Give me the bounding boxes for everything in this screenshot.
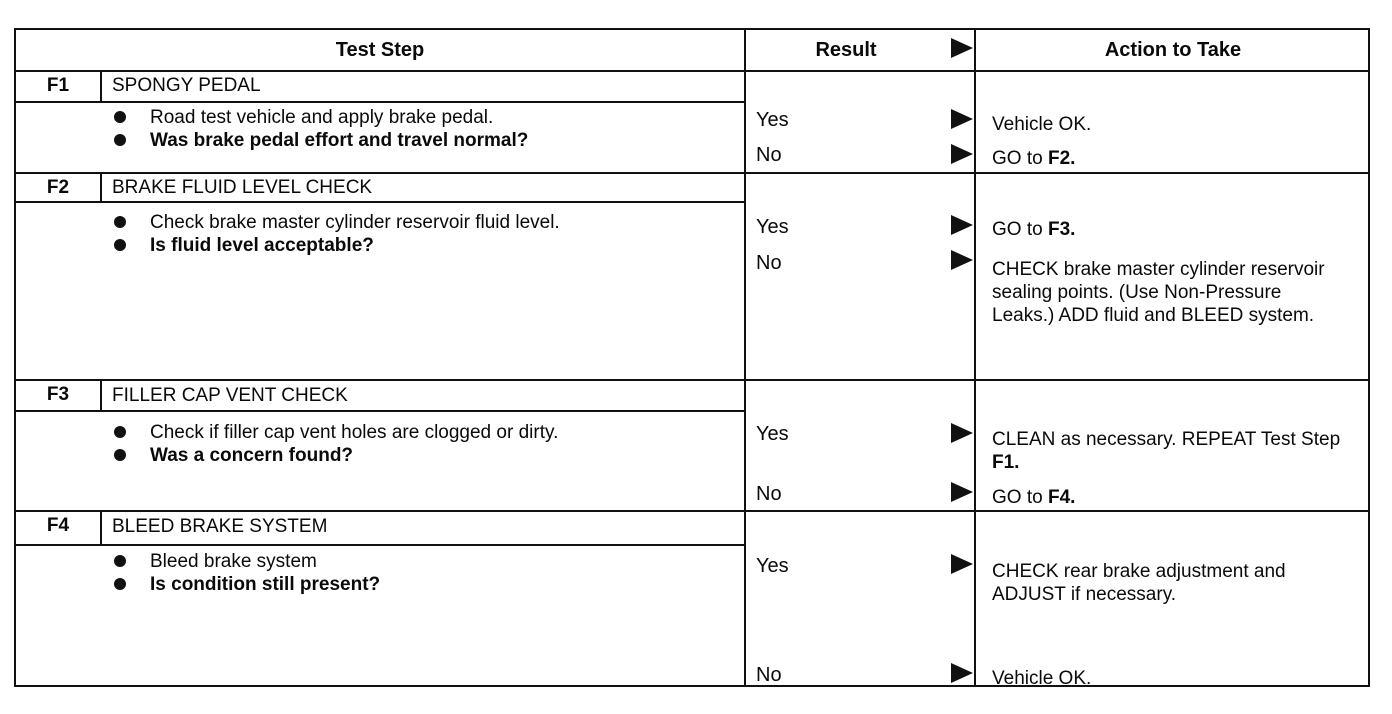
instruction-item: Check if filler cap vent holes are clogged or dirty. xyxy=(108,421,728,444)
bullet-icon xyxy=(114,449,126,461)
id-divider xyxy=(100,70,102,102)
action-text: GO to F4. xyxy=(992,487,1076,508)
result-yes: Yes xyxy=(756,423,789,445)
title-divider xyxy=(16,101,744,103)
arrow-icon xyxy=(951,423,973,443)
id-divider xyxy=(100,174,102,202)
result-yes: Yes xyxy=(756,109,789,131)
arrow-icon xyxy=(951,663,973,683)
bullet-icon xyxy=(114,578,126,590)
action-text: CLEAN as necessary. REPEAT Test Step F1. xyxy=(992,429,1341,473)
bullet-icon xyxy=(114,111,126,123)
question-item: Was brake pedal effort and travel normal? xyxy=(108,129,728,152)
action-text: Vehicle OK. xyxy=(992,668,1092,689)
step-title: BLEED BRAKE SYSTEM xyxy=(112,516,328,537)
arrow-icon xyxy=(951,144,973,164)
column-divider-result xyxy=(744,30,746,685)
question-item: Is condition still present? xyxy=(108,573,728,596)
arrow-icon xyxy=(951,215,973,235)
step-bullets xyxy=(108,106,728,152)
result-no: No xyxy=(756,664,782,686)
header-test-step: Test Step xyxy=(335,38,425,61)
column-divider-action xyxy=(974,30,976,685)
header-arrow-icon xyxy=(951,38,973,58)
arrow-icon xyxy=(951,109,973,129)
result-no: No xyxy=(756,483,782,505)
step-id: F2 xyxy=(46,177,70,198)
bullet-icon xyxy=(114,555,126,567)
step-bullets xyxy=(108,421,728,467)
bullet-icon xyxy=(114,216,126,228)
title-divider xyxy=(16,201,744,203)
result-no: No xyxy=(756,252,782,274)
step-id: F3 xyxy=(46,384,70,405)
bullet-icon xyxy=(114,426,126,438)
question-item: Was a concern found? xyxy=(108,444,728,467)
id-divider xyxy=(100,512,102,544)
step-bullets xyxy=(108,550,728,596)
step-id: F4 xyxy=(46,515,70,536)
step-id: F1 xyxy=(46,75,70,96)
action-text: CHECK rear brake adjustment and ADJUST if necessary. xyxy=(992,561,1286,605)
step-title: FILLER CAP VENT CHECK xyxy=(112,385,348,406)
bullet-icon xyxy=(114,239,126,251)
action-text: Vehicle OK. xyxy=(992,114,1092,135)
header-result: Result xyxy=(815,38,877,61)
action-text: GO to F2. xyxy=(992,148,1076,169)
instruction-item: Road test vehicle and apply brake pedal. xyxy=(108,106,728,129)
step-bullets xyxy=(108,211,728,257)
step-title: BRAKE FLUID LEVEL CHECK xyxy=(112,177,373,198)
action-text: CHECK brake master cylinder reservoir sealing points. (Use Non-Pressure Leaks.) ADD fluid and BLEED system. xyxy=(992,259,1325,326)
arrow-icon xyxy=(951,482,973,502)
arrow-icon xyxy=(951,250,973,270)
bullet-icon xyxy=(114,134,126,146)
arrow-icon xyxy=(951,554,973,574)
title-divider xyxy=(16,544,744,546)
step-title: SPONGY PEDAL xyxy=(112,75,261,96)
question-item: Is fluid level acceptable? xyxy=(108,234,728,257)
instruction-item: Bleed brake system xyxy=(108,550,728,573)
action-text: GO to F3. xyxy=(992,219,1076,240)
header-action: Action to Take xyxy=(1104,38,1242,61)
title-divider xyxy=(16,410,744,412)
result-yes: Yes xyxy=(756,555,789,577)
instruction-item: Check brake master cylinder reservoir fluid level. xyxy=(108,211,728,234)
result-yes: Yes xyxy=(756,216,789,238)
result-no: No xyxy=(756,144,782,166)
id-divider xyxy=(100,381,102,411)
diagnostic-table xyxy=(14,28,1370,687)
